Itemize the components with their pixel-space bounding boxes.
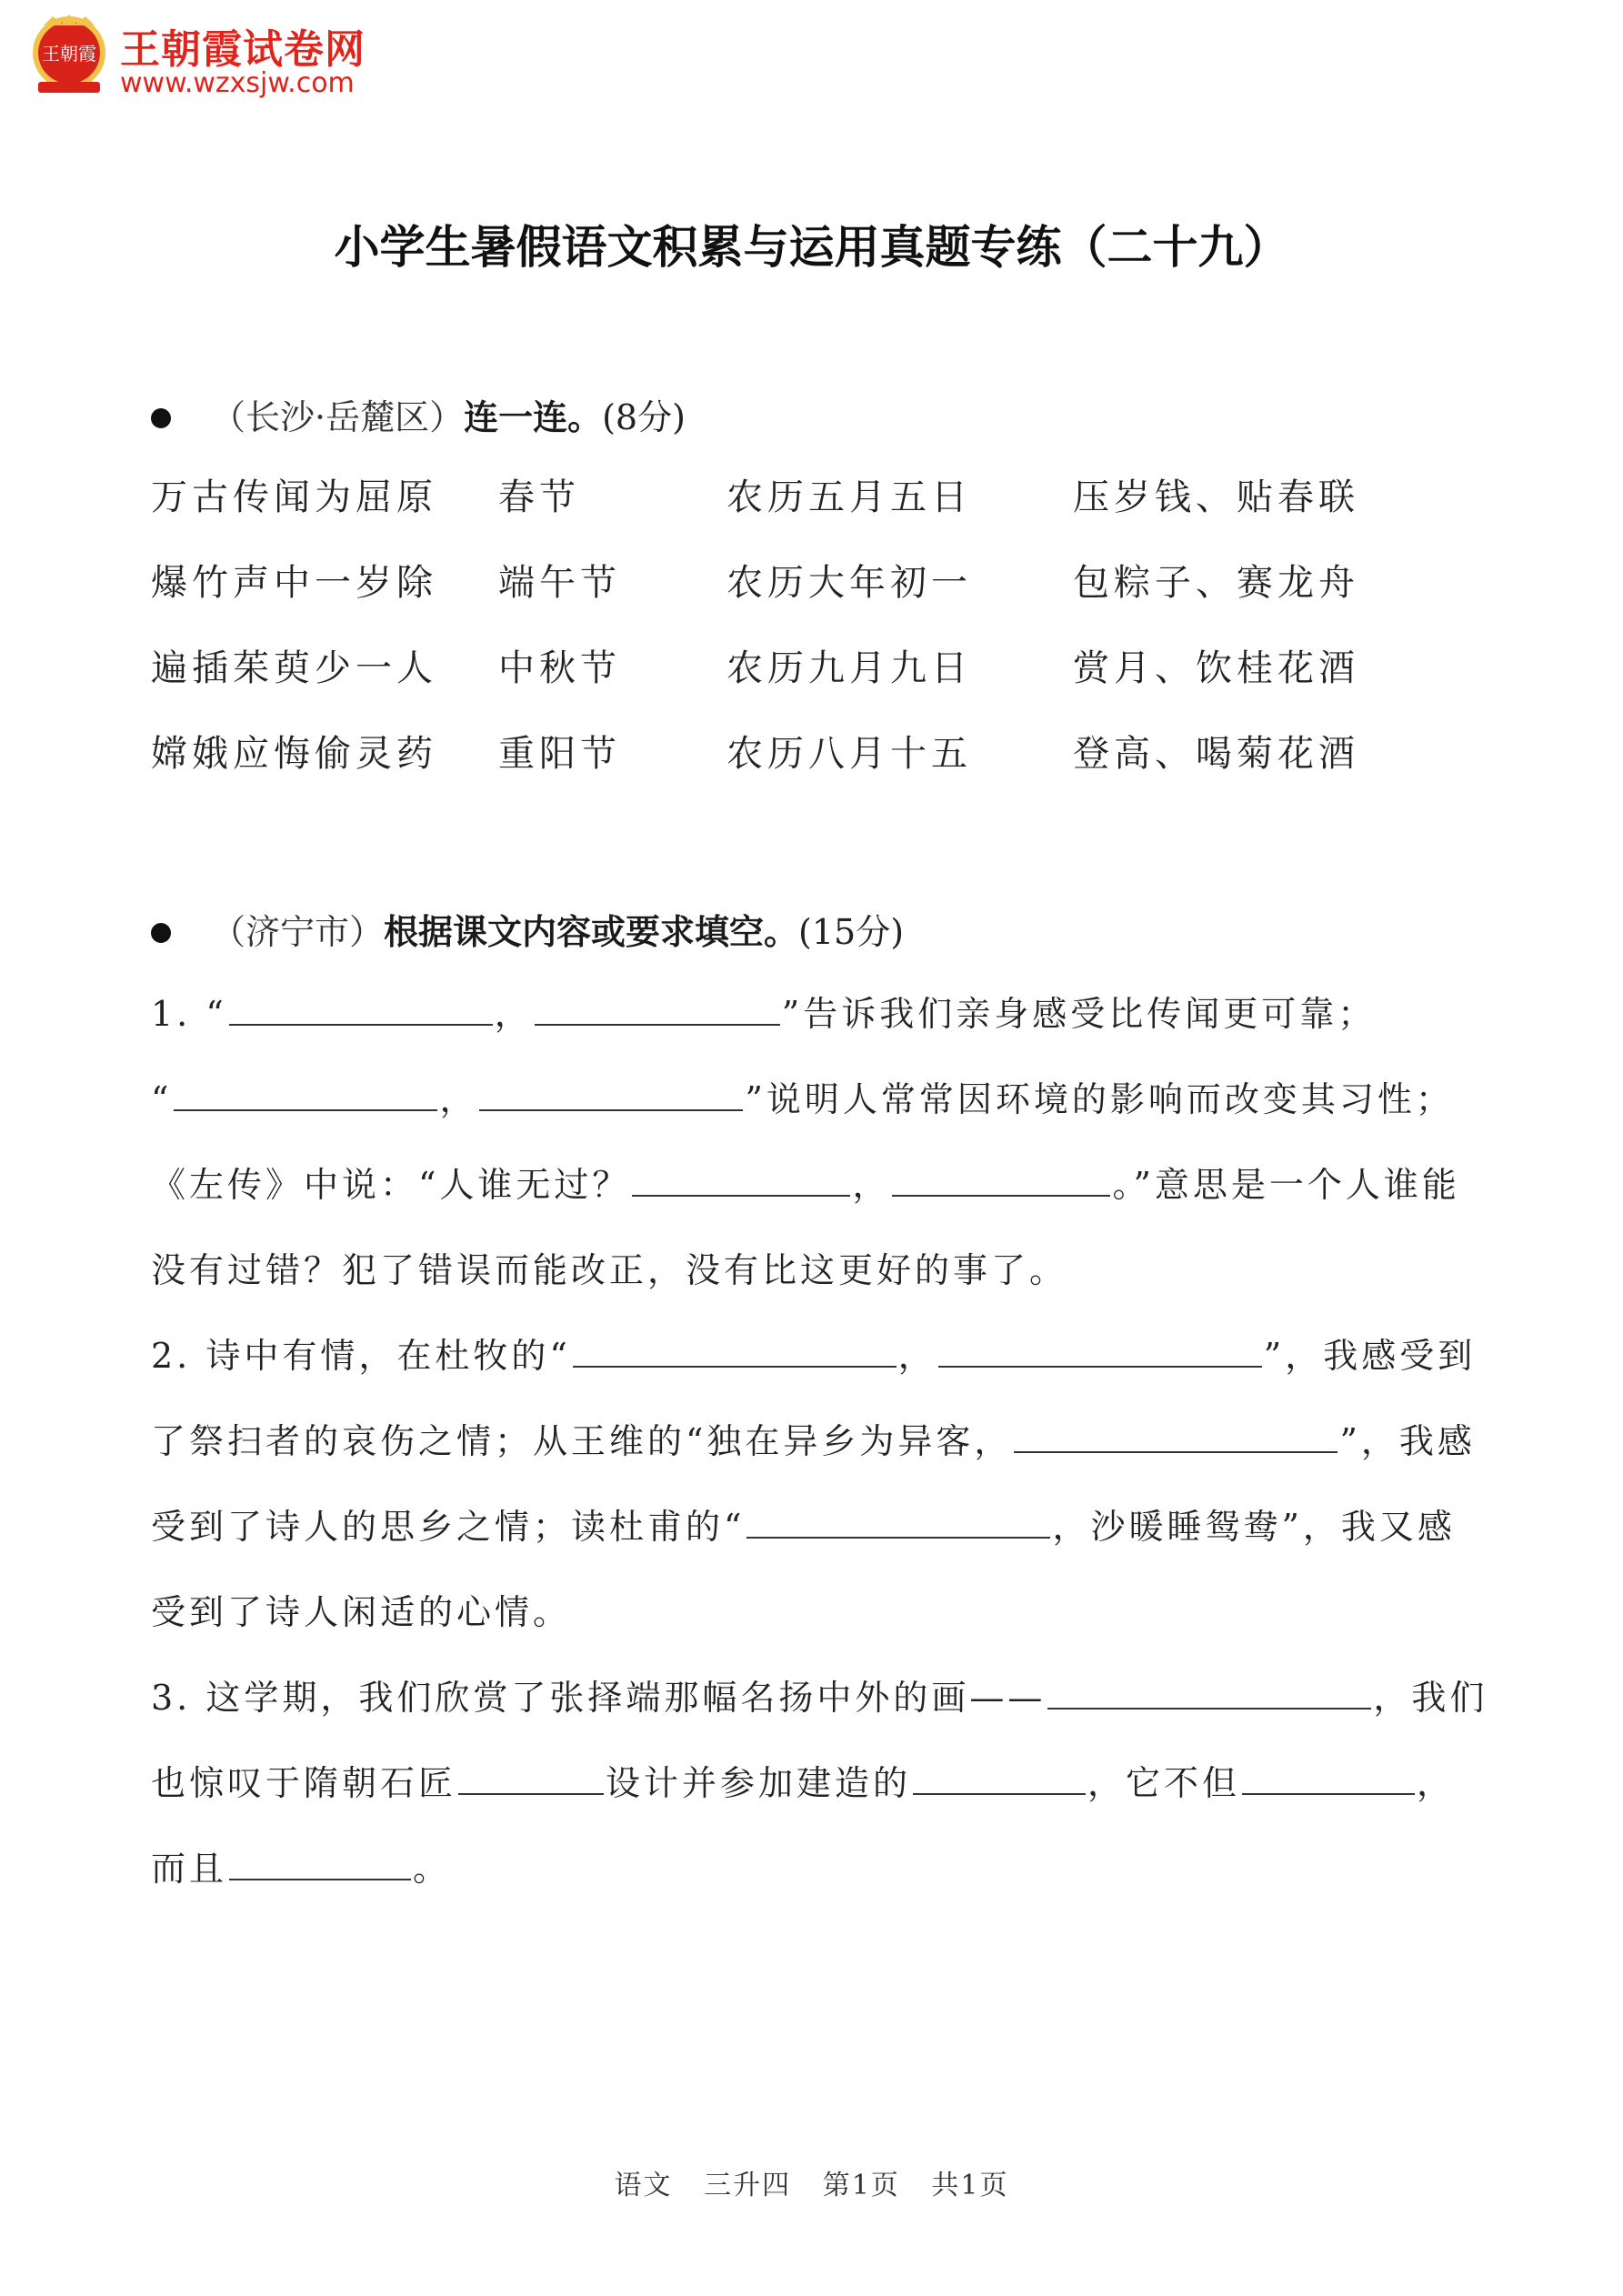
site-logo xyxy=(25,11,407,102)
question-text: 3. 这学期，我们欣赏了张择端那幅名扬中外的画—— xyxy=(151,1678,1047,1718)
question-line xyxy=(151,1414,1488,1499)
question-text: 也惊叹于隋朝石匠 xyxy=(151,1763,457,1803)
bullet-icon xyxy=(151,408,171,428)
matching-cell: 端午节 xyxy=(498,562,621,604)
matching-cell: 农历大年初一 xyxy=(726,562,972,604)
section2-task: 根据课文内容或要求填空。 xyxy=(384,912,799,952)
answer-blank[interactable] xyxy=(892,1158,1110,1197)
matching-cell: 包粽子、赛龙舟 xyxy=(1073,562,1359,604)
question-line xyxy=(151,1499,1488,1585)
question-text: ，沙暖睡鸳鸯”，我又感 xyxy=(1052,1507,1456,1547)
fill-in-questions xyxy=(151,987,1488,1927)
question-text: ”说明人常常因环境的影响而改变其习性； xyxy=(745,1079,1454,1119)
question-line xyxy=(151,1072,1488,1158)
answer-blank[interactable] xyxy=(1047,1671,1371,1709)
logo-url[interactable]: www.wzxsjw.com xyxy=(120,67,355,99)
answer-blank[interactable] xyxy=(746,1500,1050,1539)
section1-task: 连一连。 xyxy=(464,397,603,437)
matching-cell: 中秋节 xyxy=(498,647,621,689)
answer-blank[interactable] xyxy=(229,988,493,1026)
question-text: ”告诉我们亲身感受比传闻更可靠； xyxy=(781,994,1377,1034)
question-text: 。 xyxy=(413,1849,452,1889)
answer-blank[interactable] xyxy=(632,1158,850,1197)
bullet-icon xyxy=(151,923,171,943)
answer-blank[interactable] xyxy=(479,1073,743,1111)
matching-cell: 万古传闻为屈原 xyxy=(151,476,437,518)
matching-cell: 赏月、饮桂花酒 xyxy=(1073,647,1359,689)
matching-cell: 爆竹声中一岁除 xyxy=(151,562,437,604)
section2-region: （济宁市） xyxy=(211,912,385,952)
question-text: 《左传》中说：“人谁无过？ xyxy=(151,1165,631,1205)
section2-heading xyxy=(151,904,904,954)
matching-cell: 农历八月十五 xyxy=(726,733,972,775)
matching-cell: 重阳节 xyxy=(498,733,621,775)
question-text: ， xyxy=(1417,1763,1456,1803)
matching-cell: 遍插茱萸少一人 xyxy=(151,647,437,689)
answer-blank[interactable] xyxy=(938,1329,1262,1368)
question-line xyxy=(151,1841,1488,1927)
logo-site-name: 王朝霞试卷网 xyxy=(120,26,366,73)
matching-cell: 农历五月五日 xyxy=(726,476,972,518)
question-line xyxy=(151,987,1488,1072)
section1-score: (8分) xyxy=(602,397,686,437)
question-line xyxy=(151,1158,1488,1243)
answer-blank[interactable] xyxy=(913,1757,1086,1795)
question-text: 了祭扫者的哀伤之情；从王维的“独在异乡为异客， xyxy=(151,1421,1013,1461)
matching-cell: 春节 xyxy=(498,476,580,518)
question-line: 没有过错？犯了错误而能改正，没有比这更好的事了。 xyxy=(151,1250,1068,1290)
answer-blank[interactable] xyxy=(1014,1415,1337,1453)
question-text: ”，我感 xyxy=(1339,1421,1476,1461)
section1-region: （长沙·岳麓区） xyxy=(211,397,465,437)
matching-cell: 农历九月九日 xyxy=(726,647,972,689)
question-text: 1. “ xyxy=(151,994,227,1034)
page-footer: 语文 三升四 第1页 共1页 xyxy=(614,2170,1009,2201)
answer-blank[interactable] xyxy=(573,1329,897,1368)
question-text: ， xyxy=(439,1079,478,1119)
answer-blank[interactable] xyxy=(174,1073,437,1111)
question-text: ， xyxy=(897,1336,937,1376)
question-text: ”，我感受到 xyxy=(1263,1336,1477,1376)
question-text: 受到了诗人的思乡之情；读杜甫的“ xyxy=(151,1507,746,1547)
section2-score: (15分) xyxy=(798,912,905,952)
question-text: ， xyxy=(852,1165,891,1205)
matching-cell: 登高、喝菊花酒 xyxy=(1073,733,1359,775)
question-text: 设计并参加建造的 xyxy=(606,1763,912,1803)
page-title: 小学生暑假语文积累与运用真题专练（二十九） xyxy=(334,221,1289,274)
question-text: ， xyxy=(494,994,533,1034)
question-line xyxy=(151,1328,1488,1414)
question-text: “ xyxy=(151,1079,173,1119)
matching-cell: 压岁钱、贴春联 xyxy=(1073,476,1359,518)
answer-blank[interactable] xyxy=(229,1842,411,1880)
question-text: ，我们 xyxy=(1373,1678,1488,1718)
section1-heading xyxy=(151,389,686,439)
question-line xyxy=(151,1670,1488,1756)
question-text: ，它不但 xyxy=(1087,1763,1241,1803)
answer-blank[interactable] xyxy=(535,988,780,1026)
matching-cell: 嫦娥应悔偷灵药 xyxy=(151,733,437,775)
question-text: 而且 xyxy=(151,1849,228,1889)
question-text: 2. 诗中有情，在杜牧的“ xyxy=(151,1336,571,1376)
logo-badge-icon xyxy=(25,11,113,98)
question-line xyxy=(151,1756,1488,1841)
answer-blank[interactable] xyxy=(458,1757,604,1795)
logo-badge-text: 王朝霞 xyxy=(42,43,96,65)
answer-blank[interactable] xyxy=(1242,1757,1415,1795)
question-line: 受到了诗人闲适的心情。 xyxy=(151,1592,572,1632)
question-text: 。”意思是一个人谁能 xyxy=(1112,1165,1460,1205)
